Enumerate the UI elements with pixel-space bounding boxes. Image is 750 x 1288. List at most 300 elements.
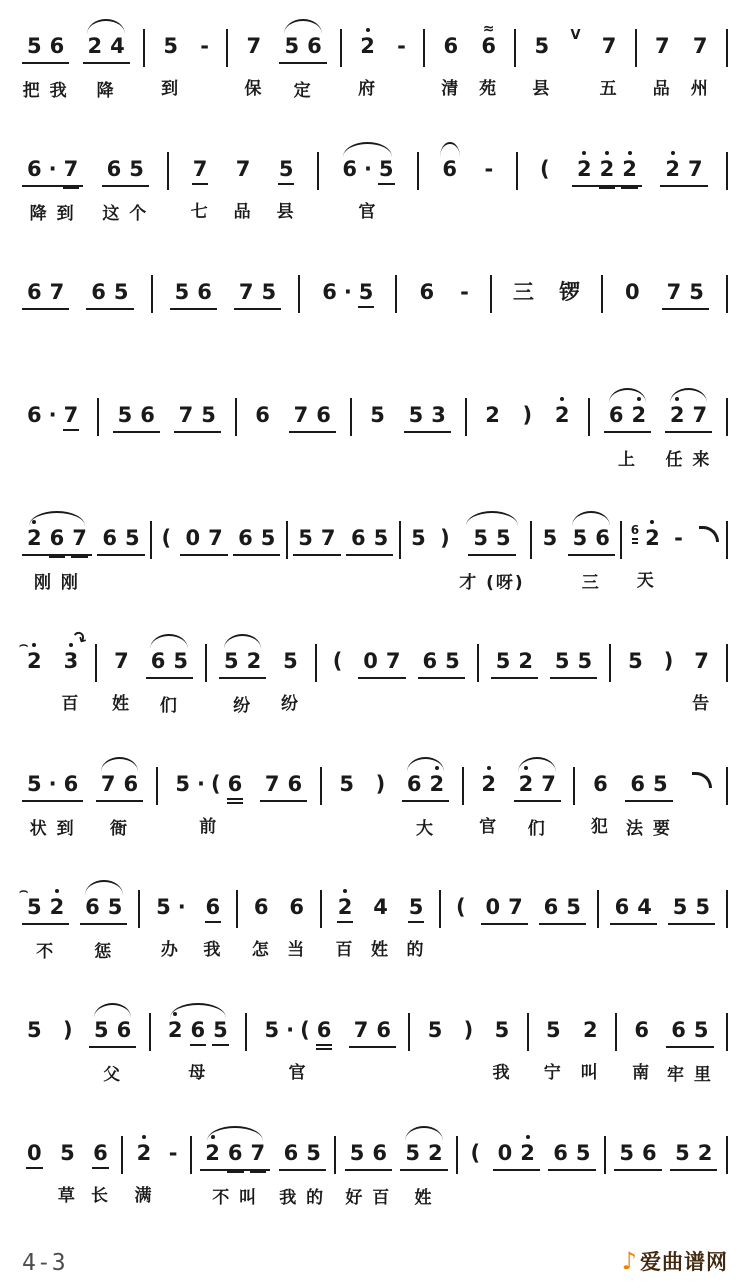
- measure-cell: [293, 508, 340, 592]
- barline: [514, 16, 516, 103]
- measure-cell: [165, 1123, 182, 1205]
- measure-cell: [22, 508, 92, 592]
- barline: [236, 877, 238, 964]
- barline: [597, 877, 599, 964]
- note-digit: 5: [427, 1018, 443, 1042]
- barline: [97, 385, 99, 472]
- measure-cell: [97, 508, 144, 592]
- lyric-text: 这 个: [102, 204, 149, 224]
- measure-cell: [660, 631, 678, 713]
- measure-cell: [530, 16, 555, 98]
- : [138, 890, 140, 928]
- measure-cell: [345, 1123, 392, 1207]
- note-digit: 6: [91, 280, 106, 304]
- note-digit: 2: [628, 403, 651, 427]
- : [150, 521, 152, 559]
- music-symbol: ·: [48, 157, 57, 181]
- : [726, 890, 728, 928]
- : [149, 1013, 151, 1051]
- : [423, 29, 425, 67]
- barline: [726, 262, 728, 349]
- measure-cell: [456, 262, 473, 344]
- note-digit: 7: [293, 403, 309, 427]
- note-digit: 2: [518, 649, 533, 673]
- note-digit: 6 ≈: [477, 34, 500, 58]
- barline: [317, 139, 319, 226]
- barline: [726, 1000, 728, 1087]
- measure-cell: [480, 385, 505, 467]
- : [516, 152, 518, 190]
- lyric-text: 不 叫: [212, 1188, 259, 1208]
- : [286, 521, 288, 559]
- measure-cell: [22, 16, 69, 100]
- : [350, 398, 352, 436]
- measure-cell: [536, 139, 554, 221]
- lyric-text: 天: [636, 571, 656, 591]
- note-digit: 2: [573, 157, 596, 181]
- music-symbol: ·: [48, 772, 57, 796]
- note-digit: 6: [553, 1141, 568, 1165]
- lyric-text: 草: [57, 1186, 77, 1206]
- : [620, 521, 622, 559]
- note-group: [293, 526, 340, 556]
- measure-cell: [548, 1123, 595, 1207]
- note-group: [660, 649, 678, 677]
- measure-cell: [260, 754, 307, 838]
- measure-cell: [666, 1000, 713, 1084]
- note-group: [334, 772, 359, 800]
- music-symbol: ): [375, 772, 386, 796]
- note-group: [109, 649, 134, 677]
- note-group: [22, 895, 69, 925]
- note-digit: 5: [619, 1141, 635, 1165]
- slur-end-icon: [692, 772, 712, 788]
- lyric-text: 上: [618, 450, 638, 470]
- note-group: [196, 34, 213, 62]
- music-symbol: -: [397, 34, 406, 58]
- measure-cell: [402, 754, 449, 838]
- measure-cell: [539, 877, 586, 961]
- note-group: [541, 1018, 566, 1046]
- note-digit: 7: [60, 403, 83, 427]
- note-digit: 6: [46, 526, 69, 550]
- : [514, 29, 516, 67]
- measure-cell: [96, 754, 143, 838]
- barline: [95, 631, 97, 718]
- barline: [726, 16, 728, 103]
- note-digit: 7: [208, 526, 223, 550]
- measure-cell: [650, 16, 675, 98]
- note-digit: 7: [189, 157, 212, 181]
- note-digit: 6: [419, 280, 435, 304]
- note-digit: 7: [654, 34, 670, 58]
- note-group: [665, 403, 712, 433]
- measure-cell: [623, 631, 648, 713]
- barline: [726, 631, 728, 718]
- measure-cell: [662, 262, 709, 346]
- measure-cell: [88, 1123, 113, 1205]
- slur-arc: [284, 19, 322, 34]
- note-group: [578, 1018, 603, 1046]
- lyric-text: 长: [90, 1186, 110, 1206]
- barline: [408, 1000, 410, 1087]
- note-digit: 2: [46, 895, 69, 919]
- measure-cell: [146, 631, 193, 715]
- note-digit: 5: [275, 157, 298, 181]
- note-digit: 6: [224, 1141, 247, 1165]
- : [399, 521, 401, 559]
- note-digit: 0: [23, 1141, 46, 1165]
- note-digit: 6: [307, 34, 322, 58]
- note-digit: 5: [545, 1018, 561, 1042]
- barline: [138, 877, 140, 964]
- note-digit: 2: [551, 403, 574, 427]
- note-digit: 5: [223, 649, 239, 673]
- measure-cell: [337, 139, 398, 221]
- note-digit: 4: [110, 34, 125, 58]
- barline: [439, 877, 441, 964]
- slur-arc: [405, 1126, 443, 1141]
- : [320, 890, 322, 928]
- note-digit: 6: [187, 1018, 210, 1042]
- : [527, 1013, 529, 1051]
- note-digit: 2: [661, 157, 684, 181]
- measure-cell: [22, 385, 83, 467]
- note-group: [423, 1018, 448, 1046]
- note-digit: 6: [289, 895, 304, 919]
- note-digit: 2: [618, 157, 641, 181]
- note-digit: 5: [405, 1141, 421, 1165]
- note-digit: 5: [495, 526, 511, 550]
- barline: [635, 16, 637, 103]
- lyric-text: 我 的: [279, 1188, 326, 1208]
- lyric-text: 品: [652, 79, 672, 99]
- lyric-text: 们: [527, 819, 547, 839]
- music-symbol: 三: [512, 280, 534, 304]
- watermark-site-name: 爱曲谱网: [640, 1250, 728, 1274]
- measure-cell: [219, 631, 266, 715]
- note-digit: 7: [601, 34, 617, 58]
- lyric-text: 降: [96, 81, 116, 101]
- : [190, 1136, 192, 1174]
- lyric-text: 大: [415, 819, 435, 839]
- measure-cell: [578, 1000, 603, 1082]
- : [317, 152, 319, 190]
- : [490, 275, 492, 313]
- note-digit: 5: [201, 403, 216, 427]
- barline: [286, 508, 288, 595]
- slur-arc: [609, 388, 647, 403]
- barline: [726, 877, 728, 964]
- note-digit: 5: [445, 649, 460, 673]
- note-digit: 6: [671, 1018, 686, 1042]
- music-symbol: (: [456, 895, 466, 919]
- note-digit: 6: [106, 157, 122, 181]
- measure-cell: [346, 508, 393, 592]
- barline: [150, 508, 152, 595]
- note-digit: 6: [89, 1141, 112, 1165]
- note-digit: 2: [428, 1141, 443, 1165]
- measure-cell: [334, 754, 359, 836]
- slur-end-icon: [699, 526, 719, 542]
- note-digit: 5: [572, 526, 588, 550]
- note-digit: 2: [425, 772, 448, 796]
- note-digit: 2: [641, 526, 664, 550]
- measure-cell: [170, 754, 247, 836]
- measure-cell: [233, 508, 280, 592]
- note-digit: 6: [63, 772, 79, 796]
- measure-cell: [688, 16, 713, 98]
- note-group: [514, 772, 561, 802]
- lyric-text: 姓: [111, 694, 131, 714]
- measure-cell: [418, 631, 465, 715]
- note-group: [610, 895, 657, 925]
- note-digit: 7: [238, 280, 254, 304]
- lyric-text: 纷: [280, 694, 300, 714]
- barline: [456, 1123, 458, 1210]
- note-group: [329, 649, 347, 677]
- note-group: [22, 34, 69, 64]
- note-digit: 6: [595, 526, 610, 550]
- note-group: [22, 403, 83, 431]
- note-group: [468, 526, 515, 556]
- note-digit: 5: [27, 772, 42, 796]
- measure-cell: [109, 631, 134, 713]
- measure-cell: [597, 16, 622, 98]
- measure-cell: [174, 385, 221, 469]
- lyric-text: 叫: [580, 1063, 600, 1083]
- lyric-text: 官: [358, 202, 378, 222]
- note-digit: 5: [339, 772, 354, 796]
- music-symbol: ·: [48, 403, 57, 427]
- measure-cell: [234, 262, 281, 346]
- note-group: [414, 280, 439, 308]
- slur-arc: [101, 757, 139, 772]
- note-digit: 6: [630, 772, 645, 796]
- note-digit: 5: [349, 1141, 365, 1165]
- : [143, 29, 145, 67]
- barline: [423, 16, 425, 103]
- : [456, 1136, 458, 1174]
- : [298, 275, 300, 313]
- : [635, 29, 637, 67]
- measure-cell: [423, 1000, 448, 1082]
- lyric-text: 们: [159, 696, 179, 716]
- note-digit: 5: [577, 649, 593, 673]
- note-group: [491, 649, 538, 679]
- barline: [151, 262, 153, 349]
- note-digit: 6: [253, 895, 269, 919]
- barline: [527, 1000, 529, 1087]
- score-line: [22, 1123, 728, 1210]
- measure-cell: [22, 1123, 47, 1205]
- measure-cell: [665, 385, 712, 469]
- measure-cell: [541, 1000, 566, 1082]
- note-digit: 5: [375, 157, 398, 181]
- note-digit: 2: [666, 403, 689, 427]
- music-symbol: ·: [177, 895, 186, 919]
- note-digit: 7: [114, 649, 129, 673]
- : [320, 767, 322, 805]
- note-digit: 2: [201, 1141, 224, 1165]
- note-digit: 6: [197, 280, 212, 304]
- note-group: [628, 523, 665, 554]
- note-group: [460, 1018, 478, 1046]
- note-group: [548, 1141, 595, 1171]
- note-digit: 5: [163, 34, 178, 58]
- lyric-text: 县: [276, 202, 296, 222]
- measure-cell: [349, 1000, 396, 1084]
- measure-cell: [393, 16, 410, 98]
- note-group: [22, 772, 83, 802]
- score-line: [22, 139, 728, 226]
- note-digit: 6: [27, 280, 42, 304]
- measure-cell: [481, 877, 528, 961]
- barline: [235, 385, 237, 472]
- note-digit: 2: [164, 1018, 187, 1042]
- music-symbol: (: [470, 1141, 481, 1165]
- lyric-text: 府: [358, 79, 378, 99]
- measure-cell: [491, 631, 538, 715]
- note-group: [163, 1018, 233, 1046]
- note-digit: 5: [27, 1018, 42, 1042]
- note-group: [572, 157, 642, 187]
- lyric-text: 好 百: [345, 1188, 392, 1208]
- lyric-text: 保: [244, 79, 264, 99]
- measure-cell: [404, 385, 451, 469]
- measure-cell: [625, 754, 672, 838]
- measure-cell: [460, 1000, 478, 1082]
- note-group: [660, 157, 707, 187]
- note-group: [151, 895, 190, 923]
- barline: [604, 1123, 606, 1210]
- measure-cell: [538, 508, 563, 590]
- note-digit: 5: [695, 895, 710, 919]
- barline: [143, 16, 145, 103]
- measure-cell: [242, 16, 267, 98]
- note-digit: 5: [411, 526, 426, 550]
- lyric-text: 宁: [543, 1063, 563, 1083]
- measure-cell: [22, 631, 47, 713]
- note-group: [83, 34, 130, 64]
- note-group: [476, 34, 501, 62]
- measure-cell: [22, 262, 69, 346]
- note-digit: 6: [608, 403, 624, 427]
- slur-arc: [466, 511, 518, 526]
- music-symbol: 锣: [558, 280, 580, 304]
- note-digit: 4: [373, 895, 388, 919]
- measure-cell: [102, 139, 149, 223]
- note-digit: 2: [697, 1141, 713, 1165]
- slur-arc: [207, 1126, 263, 1141]
- note-digit: 5: [575, 1141, 591, 1165]
- note-group: [355, 34, 380, 62]
- lyric-text: 犯: [590, 817, 610, 837]
- measure-cell: [555, 262, 584, 344]
- note-group: [588, 772, 613, 800]
- note-group: [219, 649, 266, 679]
- note-digit: 7: [385, 649, 401, 673]
- note-group: [289, 403, 336, 433]
- measure-cell: [86, 262, 133, 346]
- note-digit: 7: [541, 772, 556, 796]
- note-group: [437, 157, 462, 185]
- : [597, 890, 599, 928]
- note-group: [174, 403, 221, 433]
- barline: [573, 754, 575, 841]
- page-number: 4-3: [22, 1250, 67, 1276]
- slur-arc: [94, 1003, 132, 1018]
- note-digit: 3: [431, 403, 446, 427]
- barline: [320, 754, 322, 841]
- measure-cell: [514, 754, 561, 838]
- note-group: [567, 28, 583, 62]
- note-digit: 6: [238, 526, 253, 550]
- : [205, 644, 207, 682]
- music-symbol: (: [540, 157, 550, 181]
- music-symbol: ): [663, 649, 674, 673]
- : [408, 1013, 410, 1051]
- barline: [334, 1123, 336, 1210]
- music-symbol: (: [300, 1018, 310, 1042]
- note-digit: 7: [320, 526, 336, 550]
- : [151, 275, 153, 313]
- measure-cell: [459, 508, 524, 592]
- lyric-text: 南: [632, 1063, 652, 1083]
- note-group: [493, 1141, 540, 1171]
- note-group: [231, 157, 256, 185]
- note-digit: 5: [495, 649, 511, 673]
- : [615, 1013, 617, 1051]
- measure-cell: [614, 1123, 661, 1207]
- note-group: [530, 34, 555, 62]
- note-group: [333, 895, 358, 923]
- note-group: [604, 403, 651, 433]
- measure-cell: [438, 16, 463, 98]
- music-symbol: -: [460, 280, 469, 304]
- music-symbol: -: [674, 526, 683, 550]
- note-digit: 2: [596, 157, 619, 181]
- lyric-text: 到: [161, 79, 181, 99]
- barline: [462, 754, 464, 841]
- note-digit: 6: [443, 34, 459, 58]
- note-group: [242, 34, 267, 62]
- lyric-text: 当: [287, 940, 307, 960]
- music-symbol: ·: [363, 157, 372, 181]
- lyric-text: 苑: [479, 79, 499, 99]
- note-group: [22, 526, 92, 556]
- note-digit: 6: [442, 157, 458, 181]
- lyric-text: 品: [233, 202, 253, 222]
- music-symbol: -: [484, 157, 494, 181]
- note-digit: 5: [566, 895, 581, 919]
- note-digit: 6: [630, 523, 640, 537]
- note-digit: 7: [264, 772, 280, 796]
- note-group: [625, 772, 672, 802]
- : [97, 398, 99, 436]
- barline: [726, 508, 728, 595]
- measure-cell: [279, 16, 326, 100]
- measure-cell: [400, 1123, 447, 1207]
- note-digit: 7: [235, 157, 251, 181]
- note-digit: 6: [376, 1018, 391, 1042]
- note-digit: 5: [672, 895, 688, 919]
- measure-cell: [572, 139, 642, 223]
- : [167, 152, 169, 190]
- measure-cell: [284, 877, 309, 959]
- measure-cell: [201, 877, 226, 959]
- note-digit: 5: [93, 1018, 109, 1042]
